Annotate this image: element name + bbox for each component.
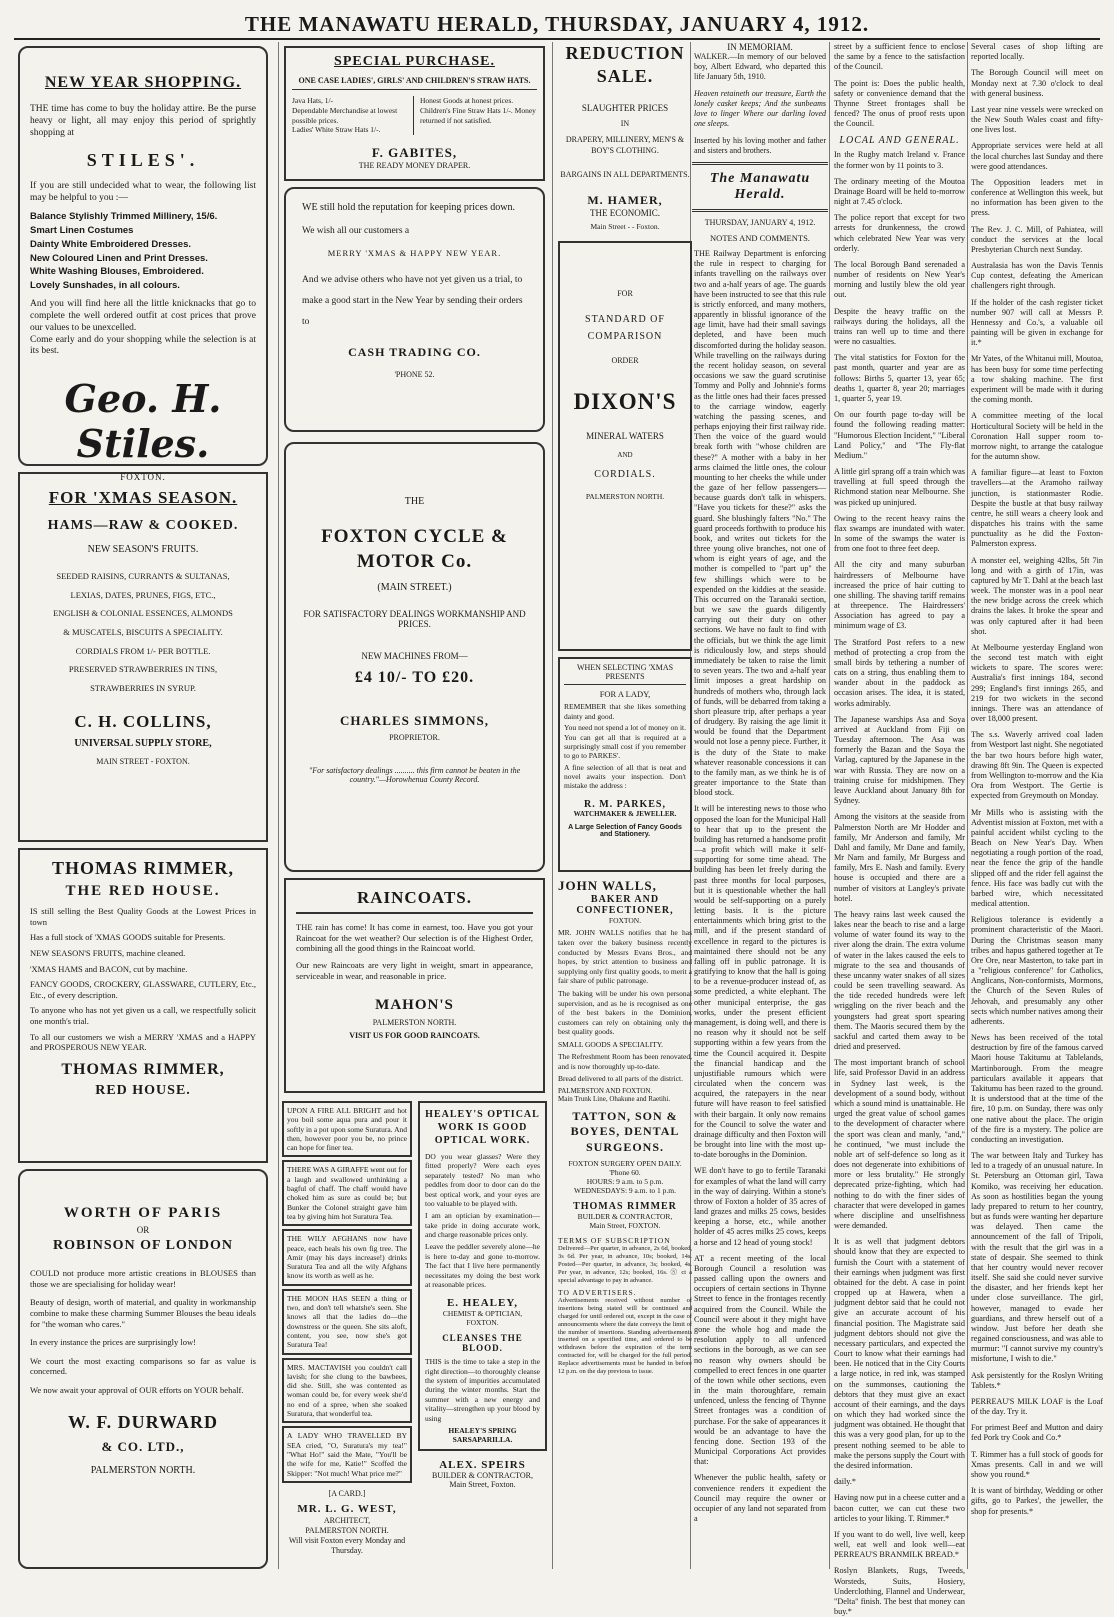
parkes-p1: REMEMBER that she likes something dainty and good. (564, 702, 686, 721)
west-name: MR. L. G. WEST, (297, 1502, 397, 1515)
hamer-tag: THE ECONOMIC. (590, 208, 660, 219)
hamer-in: IN (620, 119, 630, 128)
west-card: [A CARD.] (328, 1488, 366, 1498)
collins-advert (18, 472, 268, 842)
suratura-item: THE MOON HAS SEEN a thing or two, and don't tell whatshe's seen. She knows all that the ladies do—the downstress or the queen. She sits aloft, content, you see, now she's got Suratura Tea! (282, 1289, 412, 1355)
article: A little girl sprang off a train which was travelling at full speed through the Richmond station near Melbourne. She was picked up uninjured. (834, 467, 965, 507)
article: If you want to do well, live well, keep well, eat well and look well—eat PERREAU'S BRANMILK BREAD.* (834, 1529, 965, 1560)
article: Roslyn Blankets, Rugs, Tweeds, Worsteds, Suits, Hosiery, Underclothing, Flannel and Underwear, "Delta" finish. The best that money can buy.* (834, 1566, 965, 1617)
article: The ordinary meeting of the Moutoa Drainage Board will be held to-morrow night at 7.45 o'clock. (834, 176, 965, 207)
dixon-place: PALMERSTON NORTH. (585, 492, 665, 502)
dixon-l4: CORDIALS. (594, 469, 656, 481)
article: Despite the heavy traffic on the railways during the holidays, all the trains ran well up to time and there were no casualties. (834, 306, 965, 347)
parkes-for: FOR A LADY, (599, 689, 651, 700)
walls-name: JOHN WALLS, (558, 878, 657, 894)
article: Ask persistently for the Roslyn Writing Tablets.* (971, 1370, 1103, 1390)
cycle-p1: FOR SATISFACTORY DEALINGS WORKMANSHIP AND PRICES. (303, 609, 526, 630)
column-1 (16, 42, 270, 1569)
rule (692, 209, 828, 212)
article: For primest Beef and Mutton and dairy fed Pork try Cook and Co.* (971, 1423, 1103, 1443)
walls-advert (556, 878, 694, 1102)
durward-place: PALMERSTON NORTH. (90, 1464, 196, 1476)
parkes-role: WATCHMAKER & JEWELLER. (573, 809, 677, 818)
hamer-bargains: BARGAINS IN ALL DEPARTMENTS. (560, 170, 690, 180)
advertis-body: Advertisements received without number of insertions being stated will be continued and charged for until ordered out, except in the case of announcements where the date conveys the limit of the number of insertions. Standing advertisements inserted on a specified time, and ordered to be withdrawn before the expiration of the term contracted for, will be charged for the full period. Replace advertisements must be handed in before 12 p.m. on the day previous to issue. (558, 1297, 692, 1375)
stiles-signature: Geo. H. Stiles. (64, 376, 222, 467)
article: The heavy rains last week caused the lakes near the beach to rise and a large volume of water found its way to the river along the drain. The extra volume of water in the lakes caused the eels to migrate to the sea and thousands of these uncanny water snakes of all sizes could be seen travelling seaward. As the tide receded hundreds were left wriggling on the river beach and the youngsters had great sport spearing them. The Maoris secured them by the sackful and carted them away to be dried and preserved. (834, 909, 965, 1052)
gabites-advert (284, 46, 545, 181)
cycle-owner: CHARLES SIMMONS, (340, 713, 489, 729)
hamer-heading: REDUCTION SALE. (565, 43, 685, 86)
speirs-address: Main Street, Foxton. (449, 1479, 516, 1489)
article: Among the visitors at the seaside from Palmerston North are Mr Hodder and family, Mr Anderson and family, Mr Dahl and family, Mr Dane and family, Mr Narn and family, Mr Burgess and family, Mrs E. Nash and family. Every house is occupied and there are a number of visitors at Langley's private hotel. (834, 812, 965, 903)
dixon-name: DIXON'S (573, 389, 677, 415)
article: Religious tolerance is evidently a prominent characteristic of the Maori. During the Christmas season many tribes and hapus gathered together at Te Ore Ore, near Masterton, to take part in a "religious conference" for Catholics, Anglicans, Non-conformists, Mormons, the Church of the Seven Rules of Jehovah, and presumably any other sects which number natives among their adherents. (971, 915, 1103, 1026)
masthead-rule (14, 38, 1100, 40)
stiles-heading: NEW YEAR SHOPPING. (44, 74, 242, 91)
article: PERREAU'S MILK LOAF is the Loaf of the day. Try it. (971, 1396, 1103, 1417)
column-2 (282, 42, 547, 1569)
collins-heading: FOR 'XMAS SEASON. (48, 488, 238, 507)
memoriam-p2: Inserted by his loving mother and father and sisters and brothers. (694, 135, 826, 155)
parkes-p2: You need not spend a lot of money on it. You can get all that is required at a surprisingly small cost if you remember to go to PARKES'. (564, 723, 686, 761)
gabites-right: Honest Goods at honest prices. Children's Fine Straw Hats 1/-. Money returned if not satisfied. (420, 96, 536, 125)
walls-place: FOXTON. (608, 916, 642, 926)
dixon-for: FOR (617, 289, 633, 299)
suratura-column (282, 1101, 412, 1556)
mahon-advert (284, 878, 545, 1093)
article: A monster eel, weighing 42lbs, 5ft 7in long and with a girth of 17in, was captured by Mr T. Dahl at the beach last week. The monster was in a pool near the new bridge across the creek which drains the lakes. It broke the spear and was only captured after it had been shot. (971, 555, 1103, 636)
dixon-l1: STANDARD OF (585, 314, 665, 326)
column-5 (832, 42, 967, 1617)
article: Several cases of shop lifting are reported locally. (971, 42, 1103, 62)
healey-place: FOXTON. (466, 1318, 499, 1328)
rimmer2-name: THOMAS RIMMER (573, 1201, 677, 1213)
hamer-address: Main Street - - Foxton. (590, 222, 660, 232)
advertis-heading: TO ADVERTISERS. (558, 1288, 637, 1298)
suratura-item: THE WILY AFGHANS now have peace, each heals his own fig tree. The Amir (may his days increase!) drinks Suratura Tea and all the wily Afghans know its worth as well as he. (282, 1229, 412, 1285)
rimmer2-role: BUILDER & CONTRACTOR, (577, 1212, 673, 1222)
article: Having now put in a cheese cutter and a bacon cutter, we can cut these two articles to your liking. T. Rimmer.* (834, 1493, 965, 1523)
article: All the city and many suburban hairdressers of Melbourne have increased the price of hair cutting to one shilling. The shaving tariff remains at threepence. The Hairdressers' Association has agreed to pay a minimum wage of £3. (834, 560, 965, 631)
herald-notes: NOTES AND COMMENTS. (710, 233, 810, 244)
healey-p2: I am an optician by examination—take pride in doing accurate work, and charge reasonable prices only. (425, 1211, 540, 1239)
mahon-name: MAHON'S (375, 997, 454, 1014)
durward-heading1: WORTH OF PARIS (63, 1205, 223, 1221)
terms-box (556, 1236, 694, 1284)
healey-p3: Leave the peddler severely alone—he is here to-day and gone to-morrow. The fact that I live here permanently necessitates my doing the best work at reasonable prices. (425, 1242, 540, 1289)
column-3 (556, 42, 694, 1569)
durward-heading2: ROBINSON OF LONDON (52, 1238, 234, 1253)
durward-p1: COULD not produce more artistic creations in BLOUSES than those we are specialising for holiday wear! (30, 1268, 256, 1289)
healey-advert (418, 1101, 547, 1451)
cycle-street: (MAIN STREET.) (377, 582, 452, 594)
article: Mr Mills who is assisting with the Adventist mission at Foxton, met with a painful accident whilst cycling to the Beach on New Year's Day. When negotiating a rough portion of the road, near the fence the grip of the handle slipped off and the rider fell against the fence. His face was badly cut with the barbed wire, which necessitated medical attention. (971, 807, 1103, 909)
collins-address: MAIN STREET - FOXTON. (96, 756, 190, 766)
cash-name: CASH TRADING CO. (348, 344, 481, 359)
article: Australasia has won the Davis Tennis Cup contest, defeating the American challengers right through. (971, 261, 1103, 291)
rimmer-builder-advert (556, 1201, 694, 1230)
article: At Melbourne yesterday England won the second test match with eight wickets to spare. The scores were: Australia's first innings 184, second 299; England's first innings 265, and 219 for two wickets in the second innings. There was an attendance of over 18,000 present. (971, 642, 1103, 724)
dental-heading: TATTON, SON & BOYES, DENTAL SURGEONS. (570, 1108, 680, 1154)
cash-greet: MERRY 'XMAS & HAPPY NEW YEAR. (327, 248, 502, 258)
parkes-note: A Large Selection of Fancy Goods and Stationery. (568, 823, 682, 838)
healey-sub: CLEANSES THE BLOOD. (442, 1333, 523, 1354)
mahon-place: PALMERSTON NORTH. (372, 1018, 457, 1028)
west-role: ARCHITECT, (323, 1516, 371, 1526)
walls-role: BAKER AND CONFECTIONER, (576, 894, 674, 917)
collins-line: & MUSCATELS, BISCUITS A SPECIALITY. (63, 627, 223, 638)
cycle-advert (284, 442, 545, 872)
rimmer-p5: FANCY GOODS, CROCKERY, GLASSWARE, CUTLERY, Etc., Etc., of every description. (30, 979, 256, 1000)
article: THE Railway Department is enforcing the rule in respect to charging for infants travelling on the railways over two and a-half years of age. The guards have been instructed to see that this rule is strictly enforced, and many mothers, apparently in blissful ignorance of the age limit, have had their small savings depleted, and have been much discomforted during the holiday season. While travelling on the railways during the recent holiday season, on several occasions we saw the guard scrutinise Tommy and Polly and Johnnie's forms as the little ones had their faces pressed to the carriage window, eagerly watching the passing scenes, and perhaps enjoying their first railway ride. Then the voice of the guard would break forth with "whose children are these?" A mother with a baby in her arms claimed the little ones, the colour mounting to her cheeks the while under the gaze of her fellow passengers—because guards don't talk in whispers. "Have you tickets for these?" asks the guard. She blushingly falters "No." The guard proceeds forthwith to produce his book, and writes out tickets for the three young olive branches, not one of whom is eight years of age, and the mother is compelled to "part up" the few shillings which were to be expended on the kiddies at the seaside. This occurred on the Taranaki section, but we saw the guards diligently carrying out their duty on other sections. We have no fault to find with the officials, but we think the age limit is ridiculously low, and steps should immediately be taken to raise the limit to seven years. The two and a-half year limit imposes a great hardship on hundreds of mothers who, through lack of funds, will be debarred from taking a short pleasure trip, after perhaps a year of drudgery. By raising the age limit it would be found that the Department would not lose a penny piece. Further, it is the duty of the State to make whatever reasonable concessions it can to the family man, as we think he is of greater importance to the State than blood stock. (694, 249, 826, 798)
article: Owing to the recent heavy rains the flax swamps are inundated with water. In some of the swamps the water is from one foot to three feet deep. (834, 513, 965, 554)
cycle-role: PROPRIETOR. (389, 733, 440, 743)
stiles-body2: Come early and do your shopping while the selection is at its best. (30, 334, 256, 357)
article: The s.s. Waverly arrived coal laden from Westport last night. She negotiated the bar two hours before high water, drawing 8ft 9in. The Queen is expected from Wellington to-morrow and the Kia Ora from Westport. The Gertie is expected from Greymouth on Monday. (971, 730, 1103, 801)
masthead (0, 0, 1114, 40)
memoriam-heading: IN MEMORIAM. (727, 42, 793, 52)
article: It will be interesting news to those who opposed the loan for the Municipal Hall to hear that up to the present the building has returned a handsome profit—a profit which will make it self-supporting for some time ahead. The building has been let freely during the past three months for local purposes, but it is questionable whether the hall would be self-supporting on a purely letting basis. It is the picture entertainments which bring grist to the mill, and if the present standard of excellence in regard to the pictures is maintained there should not be any falling off in public patronage. It is gratifying to know that the hall is going to be a revenue-producer instead of, as some predicted, a white elephant. The other municipal enterprise, the gas works, under the present efficient management, is doing well, and there is no reason why it should not be self supporting within a few years from the time the Council acquired it. Despite the financial handicap and the unjustifiable rumours which were circulated when the concern was acquired, the ratepayers in the near future will have reason to feel satisfied with their bargain. It only now remains for the Council to solve the water and drainage difficulty and then Foxton will be brought into line with the most up-to-date boroughs in the Dominion. (694, 804, 826, 1160)
dental-advert (556, 1109, 694, 1196)
terms-body: Delivered—Per quarter, in advance, 2s 6d, booked, 3s 6d. Per year, in advance, 10s; booked, 14s. Posted—Per quarter, in advance, 3s; booked, 4s. Per year, in advance, 12s; booked, 16s. Ⓢ ct a special advantage to pay in advance. (558, 1245, 692, 1284)
healey-role: CHEMIST & OPTICIAN, (442, 1309, 523, 1319)
stiles-list-item: Lovely Sunshades, in all colours. (30, 280, 180, 292)
healey-product: HEALEY'S SPRING SARSAPARILLA. (448, 1425, 517, 1444)
rule (692, 162, 828, 165)
parkes-name: R. M. PARKES, (584, 798, 666, 810)
article: The Japanese warships Asa and Soya arrived at Auckland from Fiji on Tuesday afternoon. The Asa was formerly the Bazan and the Soya the Varlag, captured by the Japanese in the war with Russia. They are now on a training cruise for midshipmen. They leave Auckland about January 8th for Sydney. (834, 714, 965, 806)
hamer-name: M. HAMER, (587, 193, 663, 208)
durward-advert (18, 1169, 268, 1569)
gabites-heading: SPECIAL PURCHASE. (334, 54, 495, 69)
column-4 (692, 42, 828, 1569)
suratura-item: UPON A FIRE ALL BRIGHT and hot you boil some aqua pura and pour it softly in a pot upon some Suratura. And then, however poor you be, no prince can hope for finer tea. (282, 1101, 412, 1157)
durward-or: OR (136, 1225, 150, 1235)
cash-p2: We wish all our customers a (302, 226, 410, 236)
article: Last year nine vessels were wrecked on the New South Wales coast and fifty-one lives lost. (971, 104, 1103, 135)
walls-sg: SMALL GOODS A SPECIALITY. (558, 1039, 664, 1049)
article: If the holder of the cash register ticket number 907 will call at Messrs P. Hennessy and Co.'s, a valuable oil painting will be given in exchange for it.* (971, 297, 1103, 348)
column-divider (552, 42, 553, 1569)
cycle-price: £4 10/- TO £20. (354, 669, 475, 687)
dixon-l2: COMPARISON (587, 331, 663, 343)
cycle-p2: NEW MACHINES FROM— (361, 651, 468, 662)
walls-p3: The Refreshment Room has been renovated, and is now thoroughly up-to-date. (558, 1051, 692, 1071)
article: daily.* (834, 1477, 856, 1487)
rimmer-p4: 'XMAS HAMS and BACON, cut by machine. (30, 963, 188, 974)
suratura-item: MRS. MACTAVISH you couldn't call lavish; for she clung to the bawbees, did she. Still, she was contented as woman could be, for every week she'd no end of a spree, when she soaked Suratura, that wonderful tea. (282, 1358, 412, 1424)
article: WE don't have to go to fertile Taranaki for examples of what the land will carry in the way of dairying. Within a stone's throw of Foxton a holder of 35 acres of land grazes and milks 25 cows, besides keeping a horse, etc., while another holder of 45 acres milks 25 cows, keeps a horse and 12 head of young stock! (694, 1166, 826, 1247)
durward-p5: We now await your approval of OUR efforts on YOUR behalf. (30, 1385, 244, 1395)
west-note: Will visit Foxton every Monday and Thursday. (288, 1536, 406, 1556)
gabites-tag: THE READY MONEY DRAPER. (358, 161, 471, 170)
mahon-p2: Our new Raincoats are very light in weight, smart in appearance, serviceable in wear, and reasonable in price. (296, 959, 533, 981)
dixon-order: ORDER (611, 356, 639, 366)
stiles-list (30, 210, 256, 293)
stiles-name: STILES'. (86, 149, 200, 170)
column-6 (969, 42, 1105, 1569)
article: The Opposition leaders met in conference at Wellington this week, but no information has been given to the press. (971, 177, 1103, 218)
rimmer-advert (18, 848, 268, 1163)
article: A familiar figure—at least to Foxton travellers—at the Aramoho railway junction, is stationmaster Rodie. Despite the bustle at that busy railway centre, he still wears a cheery look and dispatches his trains with the same punctuality as he did the Foxton-Palmerston express. (971, 468, 1103, 549)
stiles-list-item: Smart Linen Costumes (30, 225, 134, 237)
article: Mr Yates, of the Whitanui mill, Moutoa, has been busy for some time perfecting a tow shaking machine. The first experiment will be made with it during the coming month. (971, 354, 1103, 405)
column-divider (967, 42, 968, 1569)
durward-co: & CO. LTD., (101, 1438, 185, 1454)
hamer-lines: DRAPERY, MILLINERY, MEN'S & BOY'S CLOTHING. (565, 135, 685, 156)
dixon-and: AND (617, 451, 633, 460)
cycle-name: FOXTON CYCLE & MOTOR Co. (321, 526, 508, 572)
collins-store: UNIVERSAL SUPPLY STORE, (74, 737, 212, 749)
masthead-title: THE MANAWATU HERALD, THURSDAY, JANUARY 4, 1912. (244, 12, 870, 36)
rimmer-footer2: RED HOUSE. (95, 1082, 191, 1098)
dental-phone: 'Phone 60. (609, 1168, 641, 1178)
article: Whenever the public health, safety or convenience renders it expedient the Council may require the owner or occupier of any land not separated from a (694, 1473, 826, 1524)
walls-p5: PALMERSTON AND FOXTON. (558, 1086, 653, 1095)
article: The point is: Does the public health, safety or convenience demand that the Thynne Street frontages shall be fenced? The onus of proof rests upon the Council. (834, 78, 965, 129)
rimmer-p7: To all our customers we wish a MERRY 'XMAS and a HAPPY and PROSPEROUS NEW YEAR. (30, 1031, 256, 1053)
dixon-l3: MINERAL WATERS (586, 431, 664, 442)
dental-sub: FOXTON SURGERY OPEN DAILY. (568, 1159, 682, 1169)
article: The most important branch of school life, said Professor David in an address in Sydney last week, is the development of a sound body, without which a sound mind is unattainable. He urged the great value of school games to the development of character where the sport was clean and manly, "and," he continued, "we must include the noble art of self-defence so long as it does not degenerate into exhibitions of more or less brutality." He strongly deprecated prize-fighting, which had nothing to do with the finer sides of character that were developed in games where discipline and unselfishness were demanded. (834, 1058, 965, 1231)
speirs-role: BUILDER & CONTRACTOR, (432, 1470, 533, 1480)
suratura-item: THERE WAS A GIRAFFE went out for a laugh and swallowed unthinking a bagful of chaff. The chaff would have choked him as sure as could be; but Bunker the Colonel straight gave him tea by giving him hot Suratura Tea. (282, 1160, 412, 1226)
stiles-intro: THE time has come to buy the holiday attire. Be the purse heavy or light, all may enjoy this period of sprightly shopping at (30, 104, 256, 138)
dental-wed: WEDNESDAYS: 9 a.m. to 1 p.m. (573, 1186, 676, 1196)
article: The Rev. J. C. Mill, of Pahiatea, will conduct the services at the local Presbyterian Church next Sunday. (971, 224, 1103, 254)
stiles-body: And you will find here all the little knicknacks that go to complete the well ordered outfit at cost prices that prove our values to be unexcelled. (30, 298, 256, 333)
dixon-advert (558, 241, 692, 651)
article: The Stratford Post refers to a new method of protecting a crop from the small birds by tethering a number of cats on a string, thus enabling them to wander about in the paddock as occasion arises. The idea, it is stated, works admirably. (834, 637, 965, 708)
collins-sub2: NEW SEASON'S FRUITS. (87, 544, 199, 555)
west-place: PALMERSTON NORTH. (305, 1526, 389, 1536)
local-general-heading: LOCAL AND GENERAL. (839, 135, 960, 147)
cash-p1: WE still hold the reputation for keeping prices down. (302, 202, 516, 213)
article: Appropriate services were held at all the local churches last Sunday and there were good attendances. (971, 141, 1103, 171)
collins-line: SEEDED RAISINS, CURRANTS & SULTANAS, (56, 571, 230, 581)
healey-column (418, 1101, 547, 1556)
hamer-advert (556, 42, 694, 231)
article: News has been received of the total destruction by fire of the famous carved Maori house Takitumu at Tablelands, Martinborough. From the meagre particulars available it appears that Takitumu has been razed to the ground. It is understood that at the time of the fire, 10 p.m. on Sunday, there was only one native about the place. The origin of the fire is a mystery. The police are conducting an investigation. (971, 1033, 1103, 1144)
rimmer-footer1: THOMAS RIMMER, (61, 1060, 225, 1078)
speirs-name: ALEX. SPEIRS (439, 1458, 526, 1471)
article: It is want of birthday, Wedding or other gifts, go to Parkes', the jeweller, the shop for presents.* (971, 1486, 1103, 1516)
walls-p2: The baking will be under his own personal supervision, and as he is recognised as one of the best bakers in the Dominion, customers can rely on obtaining only the best quality goods. (558, 988, 692, 1037)
rimmer-sub: THE RED HOUSE. (65, 883, 221, 899)
mahon-visit: VISIT US FOR GOOD RAINCOATS. (349, 1031, 480, 1041)
article: The police report that except for two arrests for drunkenness, the crowd which celebrated New Year was very orderly. (834, 213, 965, 253)
mahon-p1: THE rain has come! It has come in earnest, too. Have you got your Raincoat for the wet weather? Our selection is of the Highest Order, combining all the good things in the Raincoat world. (296, 922, 533, 954)
durward-p2: Beauty of design, worth of material, and quality in workmanship combine to make these charming Summer Blouses the beau ideals for "the woman who cares." (30, 1297, 256, 1329)
advertisers-box (556, 1288, 694, 1375)
stiles-list-item: Dainty White Embroidered Dresses. (30, 238, 192, 250)
stiles-advert (18, 46, 268, 483)
gabites-name: F. GABITES, (371, 145, 458, 160)
suratura-item: A LADY WHO TRAVELLED BY SEA cried, "O, Suratura's my tea!" "What Ho!" said the Mate, "You'll be the wife for me, Katie!" Scoffed the Skipper: "Not much! What price me?" (282, 1426, 412, 1482)
article: The local Borough Band serenaded a number of residents on New Year's morning and lustily blew the old year out. (834, 259, 965, 300)
memoriam-verse: Heaven retaineth our treasure, Earth the lonely casket keeps; And the sunbeams love to linger Where our darling loved one sleeps. (694, 88, 826, 129)
rimmer-heading: THOMAS RIMMER, (52, 858, 234, 878)
stiles-list-item: New Coloured Linen and Print Dresses. (30, 252, 208, 264)
article: The vital statistics for Foxton for the past month, quarter and year are as follows: Births 5, quarter 13, year 65; deaths 1, quarter 8, year 20; marriages 1, quarter 5, year 19. (834, 353, 965, 403)
terms-heading: TERMS OF SUBSCRIPTION (558, 1236, 671, 1246)
parkes-p3: A fine selection of all that is neat and novel awaits your inspection. Don't mistake the address : (564, 762, 686, 791)
article: AT a recent meeting of the local Borough Council a resolution was passed calling upon the owners and occupiers of certain sections in Thynne Street to fence in the frontages recently acquired from the Council. While the Council were about it they might have gone the whole hog and made the resolution apply to all unfenced sections in the borough, as we can see no reason why owners should be compelled to erect fences in one quarter of the town while other sections, even in the main thoroughfare, remain unfenced, unless the fencing of Thynne Street frontages was a condition of purchase. For the sake of appearances it would be an advantage to have the fencing done. Section 193 of the Municipal Corporations Act provides that: (694, 1253, 826, 1467)
healey-heading: HEALEY'S OPTICAL WORK IS GOOD OPTICAL WORK. (425, 1109, 540, 1146)
stiles-lead: If you are still undecided what to wear, the following list may be helpful to you :— (30, 180, 256, 203)
gabites-left: Java Hats, 1/- Dependable Merchandise at lowest possible prices. Ladies' White Straw Hats 1/-. (292, 96, 414, 135)
article: The war between Italy and Turkey has led to a tragedy of an unusual nature. In St. Petersburg an Ottoman girl, Tawa Komiko, was receiving her education. As soon as hostilities began the young lady prepared to return to her country, but as funds were wanting her departure was delayed. Then came the announcement of the fall of Tripoli, with the result that the girl was in a state of despair. She seemed to think that her country would never recover itself. She said she could never survive the disaster, and her friends kept her under close surveillance. The girl, however, managed to evade her guardians, and threw herself out of a window. Just before her death she regained consciousness, and was able to murmur: "I cannot survive my country's misfortune, I wish to die." (971, 1151, 1103, 1364)
cash-advert (284, 187, 545, 432)
parkes-advert (558, 657, 692, 872)
rimmer-p6: To anyone who has not yet given us a call, we respectfully solicit one month's trial. (30, 1005, 256, 1026)
article: street by a sufficient fence to enclose the same by a fence to the satisfaction of the Council. (834, 42, 965, 72)
column-divider (278, 42, 279, 1569)
memoriam-p1: WALKER.—In memory of our beloved boy, Albert Edward, who departed this life January 5th, 1910. (694, 52, 826, 82)
article: In the Rugby match Ireland v. France the former won by 11 points to 3. (834, 150, 965, 170)
article: It is as well that judgment debtors should know that they are expected to furnish the Court with a statement of their earnings when judgment was first obtained for the debt. A case in point cropped up at Hawera, when a judgment debtor said that he could not give an accurate account of his financial position. The Magistrate said judgment debtors should not give the necessary particulars, and expected the Court to know what their earnings had been. He noticed that in the City Courts a large notice, in red ink, was stamped on the summonses, cautioning the debtors that they must give an exact account of their earnings, and the days on which they had worked since the judgment was obtained. He thought that this was a very good plan, for up to the present nothing seemed to be able to make the persons supply the Court with the desired information. (834, 1237, 965, 1470)
healey-p1: DO you wear glasses? Were they fitted properly? Were each eyes separately tested? No man who peddles from door to door can do the best optical work, and your eyes are too valuable to be played with. (425, 1152, 540, 1208)
gabites-sub: ONE CASE LADIES', GIRLS' AND CHILDREN'S STRAW HATS. (292, 76, 537, 90)
stiles-list-item: White Washing Blouses, Embroidered. (30, 266, 204, 278)
stiles-place: FOXTON. (120, 472, 166, 483)
article: T. Rimmer has a full stock of goods for Xmas presents. Call in and we will show you round.* (971, 1449, 1103, 1479)
durward-p4: We court the most exacting comparisons so far as value is concerned. (30, 1355, 256, 1377)
collins-sub1: HAMS—RAW & COOKED. (47, 518, 239, 533)
collins-line: ENGLISH & COLONIAL ESSENCES, ALMONDS (53, 608, 233, 619)
walls-p4: Bread delivered to all parts of the district. (558, 1074, 683, 1084)
herald-logo: The Manawatu Herald. (709, 171, 811, 203)
article: The Borough Council will meet on Monday next at 7.30 o'clock to deal with general business. (971, 68, 1103, 98)
stiles-list-item: Balance Stylishly Trimmed Millinery, 15/6. (30, 211, 218, 223)
cash-p3: And we advise others who have not yet given us a trial, to make a good start in the New Year by sending their orders to (302, 275, 523, 327)
healey-name: E. HEALEY, (446, 1297, 519, 1310)
cash-phone: 'PHONE 52. (394, 369, 435, 379)
collins-line: CORDIALS FROM 1/- PER BOTTLE. (75, 645, 211, 656)
collins-line: PRESERVED STRAWBERRIES IN TINS, (68, 664, 218, 675)
article: On our fourth page to-day will be found the following reading matter: "Humorous Election Incident," "Liberal Land Policy," and "The Fly-flat Medium." (834, 410, 965, 460)
parkes-heading: WHEN SELECTING 'XMAS PRESENTS (564, 663, 686, 685)
herald-dateline: THURSDAY, JANUARY 4, 1912. (704, 218, 816, 228)
rimmer-p3: NEW SEASON'S FRUITS, machine cleaned. (30, 947, 186, 958)
rimmer-p1: IS still selling the Best Quality Goods at the Lowest Prices in town (30, 906, 256, 927)
rimmer2-address: Main Street, FOXTON. (589, 1221, 661, 1231)
walls-p6: Main Trunk Line, Ohakune and Raetihi. (558, 1094, 671, 1103)
collins-line: STRAWBERRIES IN SYRUP. (90, 683, 196, 694)
collins-name: C. H. COLLINS, (74, 711, 212, 731)
cycle-quote: "For satisfactory dealings .......... this firm cannot be beaten in the country."—Horowhenua County Record. (308, 766, 521, 785)
durward-name: W. F. DURWARD (67, 1411, 219, 1432)
mahon-heading: RAINCOATS. (296, 888, 533, 914)
hamer-sub: SLAUGHTER PRICES (581, 103, 669, 113)
dental-hours: HOURS: 9 a.m. to 5 p.m. (586, 1177, 664, 1187)
collins-line: LEXIAS, DATES, PRUNES, FIGS, ETC., (70, 589, 216, 600)
walls-p1: MR. JOHN WALLS notifies that he has taken over the bakery business recently conducted by Messrs Evans Bros., and hopes, by strict attention to business and supplying only first quality goods, to merit a fair share of public patronage. (558, 928, 692, 986)
collins-lines (30, 567, 256, 698)
healey-p4: THIS is the time to take a step in the right direction—to thoroughly cleanse the system of impurities accumulated during the winter months. Start the summer with a new energy and vitality—strengthen up your blood by using (425, 1357, 540, 1423)
article: A committee meeting of the local Horticultural Society will be held in the Coronation Hall supper room to-morrow night, to arrange the catalogue for the autumn show. (971, 411, 1103, 462)
column-divider (829, 42, 830, 1569)
rimmer-p2: Has a full stock of 'XMAS GOODS suitable for Presents. (30, 932, 226, 943)
cycle-the: THE (404, 496, 425, 507)
durward-p3: In every instance the prices are surprisingly low! (30, 1337, 196, 1348)
